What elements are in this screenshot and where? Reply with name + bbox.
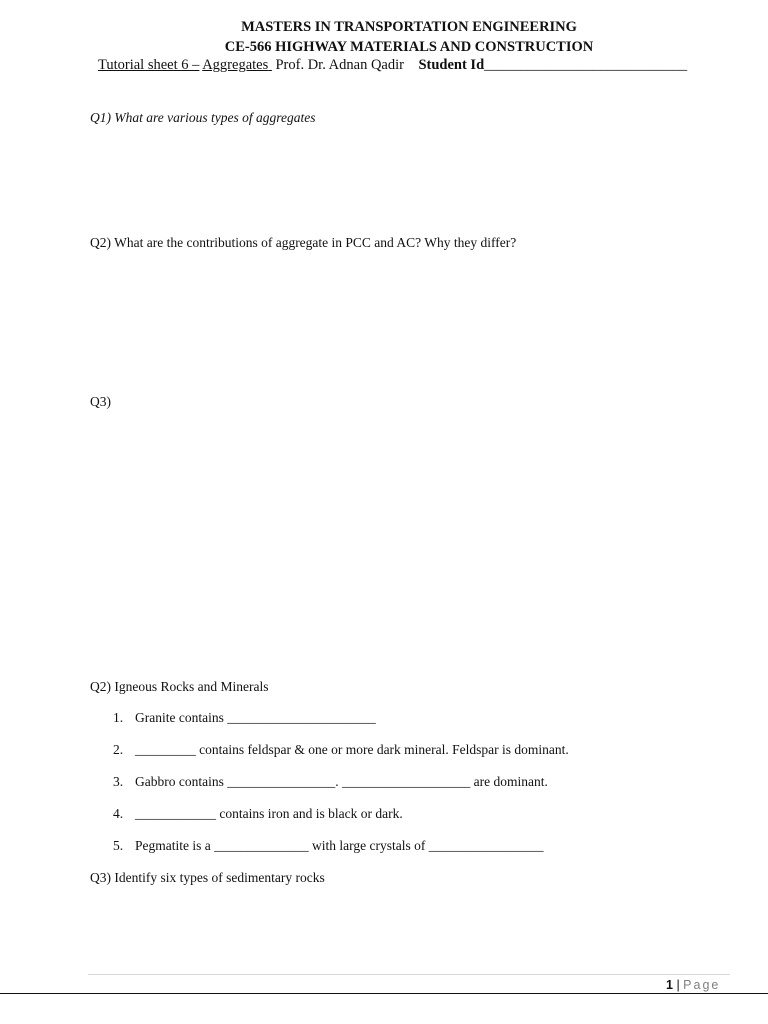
question-igneous-rocks: Q2) Igneous Rocks and Minerals xyxy=(90,679,269,694)
topic-label: Aggregates xyxy=(202,57,269,73)
list-item xyxy=(113,710,376,726)
list-item xyxy=(113,838,543,854)
page-number-separator: | xyxy=(676,978,680,992)
footer-divider xyxy=(88,974,730,975)
student-id-blank[interactable]: ____________________________ xyxy=(484,57,688,73)
list-item-text: Gabbro contains ________________. ___________________ are dominant. xyxy=(135,774,548,789)
header-title-course: CE-566 HIGHWAY MATERIALS AND CONSTRUCTION xyxy=(224,39,594,55)
question-1: Q1) What are various types of aggregates xyxy=(90,110,316,125)
list-item-text: Granite contains ______________________ xyxy=(135,710,376,725)
list-item-number: 1. xyxy=(113,710,124,725)
page-number-value: 1 xyxy=(666,978,673,992)
list-item xyxy=(113,742,569,758)
student-id-label: Student Id xyxy=(418,57,485,73)
list-item-text: Pegmatite is a ______________ with large crystals of _________________ xyxy=(135,838,544,853)
page-label: Page xyxy=(683,978,721,992)
professor-name: Prof. Dr. Adnan Qadir xyxy=(275,57,404,73)
question-sedimentary-rocks: Q3) Identify six types of sedimentary rocks xyxy=(90,870,325,885)
list-item-text: ____________ contains iron and is black or dark. xyxy=(135,806,403,821)
page-bottom-rule xyxy=(0,993,768,994)
list-item-number: 4. xyxy=(113,806,124,821)
sheet-label: Tutorial sheet 6 – xyxy=(98,57,200,73)
page-number xyxy=(666,978,720,992)
list-item-number: 2. xyxy=(113,742,124,757)
list-item xyxy=(113,806,403,822)
question-2: Q2) What are the contributions of aggregate in PCC and AC? Why they differ? xyxy=(90,235,517,250)
list-item-number: 5. xyxy=(113,838,124,853)
list-item-text: _________ contains feldspar & one or more dark mineral. Feldspar is dominant. xyxy=(135,742,569,757)
question-3: Q3) xyxy=(90,394,111,409)
list-item-number: 3. xyxy=(113,774,124,789)
list-item xyxy=(113,774,548,790)
header-subline xyxy=(98,57,687,74)
header-title-program: MASTERS IN TRANSPORTATION ENGINEERING xyxy=(241,19,577,35)
